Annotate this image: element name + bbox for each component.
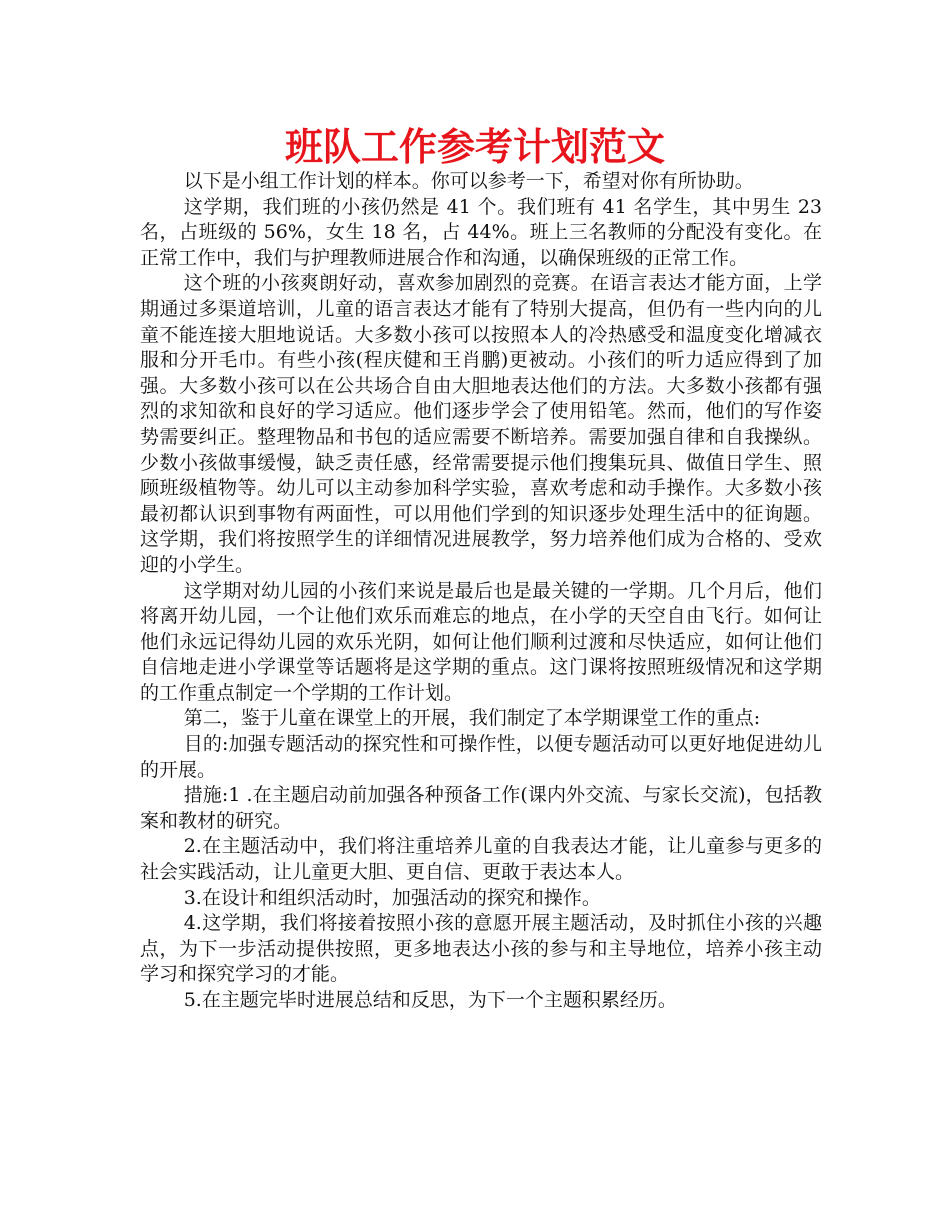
paragraph-intro: 以下是小组工作计划的样本。你可以参考一下，希望对你有所协助。 bbox=[183, 170, 754, 192]
paragraph-semester-focus: 这学期对幼儿园的小孩们来说是最后也是最关键的一学期。几个月后，他们将离开幼儿园，一个让他们欢乐而难忘的地点，在小学的天空自由飞行。如何让他们永远记得幼儿园的欢乐光阴，如何让他们顺利过渡和尽快适应，如何让他们自信地走进小学课堂等话题将是这学期的重点。这门课将按照班级情况和这学期的工作重点制定一个学期的工作计划。 bbox=[140, 579, 822, 704]
paragraph-class-analysis: 这个班的小孩爽朗好动，喜欢参加剧烈的竞赛。在语言表达才能方面，上学期通过多渠道培训，儿童的语言表达才能有了特别大提高，但仍有一些内向的儿童不能连接大胆地说话。大多数小孩可以按照本人的冷热感受和温度变化增减衣服和分开毛巾。有些小孩(程庆健和王肖鹏)更被动。小孩们的听力适应得到了加强。大多数小孩可以在公共场合自由大胆地表达他们的方法。大多数小孩都有强烈的求知欲和良好的学习适应。他们逐步学会了使用铅笔。然而，他们的写作姿势需要纠正。整理物品和书包的适应需要不断培养。需要加强自律和自我操纵。少数小孩做事缓慢，缺乏责任感，经常需要提示他们搜集玩具、做值日学生、照顾班级植物等。幼儿可以主动参加科学实验，喜欢考虑和动手操作。大多数小孩最初都认识到事物有两面性，可以用他们学到的知识逐步处理生活中的征询题。这学期，我们将按照学生的详细情况进展教学，努力培养他们成为合格的、受欢迎的小学生。 bbox=[140, 272, 822, 576]
paragraph-measure-1: 措施:1 .在主题启动前加强各种预备工作(课内外交流、与家长交流)，包括教案和教材的研究。 bbox=[140, 784, 822, 832]
document-title: 班队工作参考计划范文 bbox=[284, 124, 665, 169]
paragraph-second-point: 第二，鉴于儿童在课堂上的开展，我们制定了本学期课堂工作的重点: bbox=[183, 707, 761, 730]
paragraph-class-size: 这学期，我们班的小孩仍然是 41 个。我们班有 41 名学生，其中男生 23 名，占班级的 56%，女生 18 名，占 44%。班上三名教师的分配没有变化。在正常工作中，我们与护理教师进展合作和沟通，以确保班级的正常工作。 bbox=[140, 195, 822, 269]
paragraph-measure-4: 4.这学期，我们将接着按照小孩的意愿开展主题活动，及时抓住小孩的兴趣点，为下一步活动提供按照，更多地表达小孩的参与和主导地位，培养小孩主动学习和探究学习的才能。 bbox=[140, 912, 822, 986]
paragraph-measure-5: 5.在主题完毕时进展总结和反思，为下一个主题积累经历。 bbox=[183, 989, 677, 1011]
document-body bbox=[140, 169, 822, 1014]
paragraph-measure-2: 2.在主题活动中，我们将注重培养儿童的自我表达才能，让儿童参与更多的社会实践活动，让儿童更大胆、更自信、更敢于表达本人。 bbox=[140, 835, 822, 884]
paragraph-measure-3: 3.在设计和组织活动时，加强活动的探究和操作。 bbox=[183, 886, 601, 909]
paragraph-goal: 目的:加强专题活动的探究性和可操作性，以便专题活动可以更好地促进幼儿的开展。 bbox=[140, 733, 822, 781]
